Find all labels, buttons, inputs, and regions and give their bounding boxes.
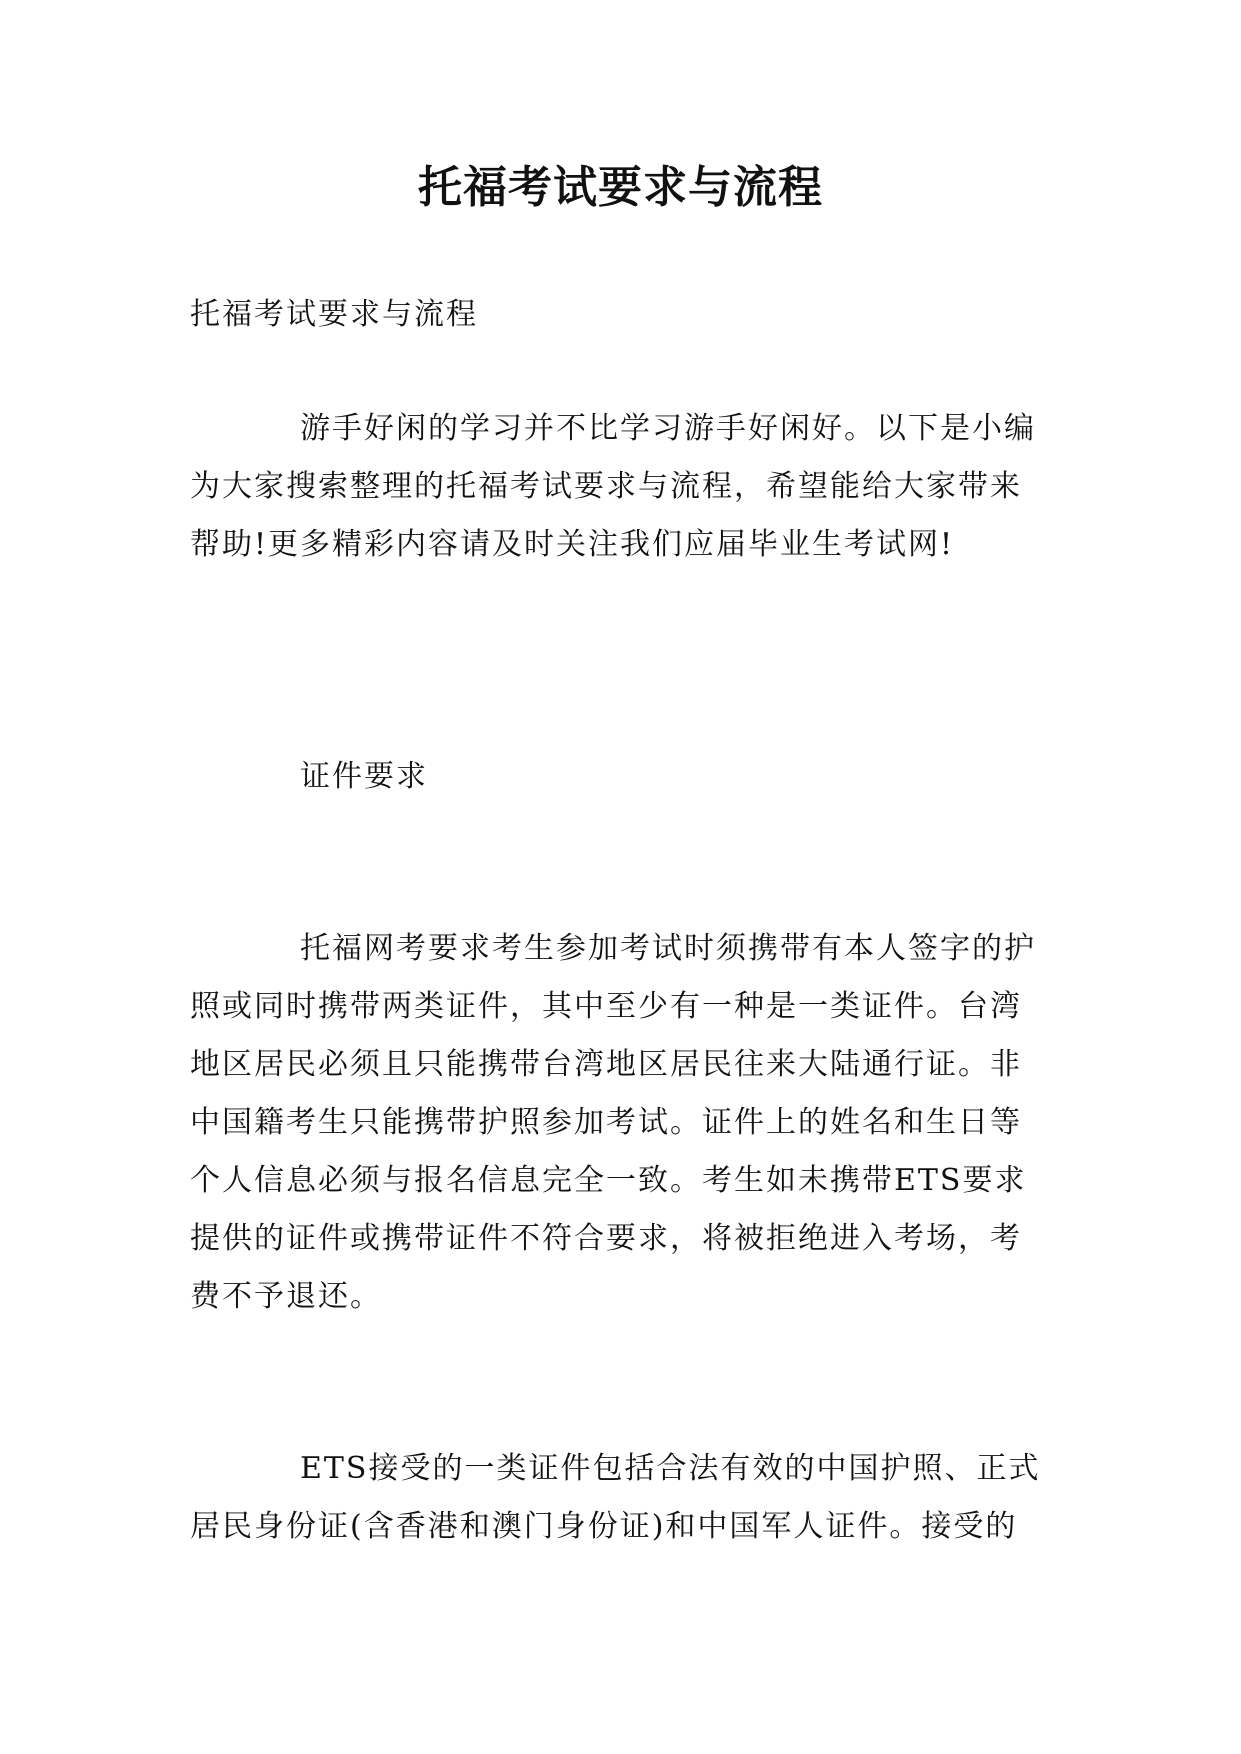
intro-paragraph: 游手好闲的学习并不比学习游手好闲好。以下是小编为大家搜索整理的托福考试要求与流程，希望能给大家带来帮助!更多精彩内容请及时关注我们应届毕业生考试网!	[190, 411, 1036, 562]
accepted-documents-paragraph: ETS接受的一类证件包括合法有效的中国护照、正式居民身份证(含香港和澳门身份证)和中国军人证件。接受的	[190, 1451, 1041, 1544]
section-heading-documents: 证件要求	[300, 759, 428, 794]
requirement-paragraph: 托福网考要求考生参加考试时须携带有本人签字的护照或同时携带两类证件，其中至少有一种是一类证件。台湾地区居民必须且只能携带台湾地区居民往来大陆通行证。非中国籍考生只能携带护照参加考试。证件上的姓名和生日等个人信息必须与报名信息完全一致。考生如未携带ETS要求提供的证件或携带证件不符合要求，将被拒绝进入考场，考费不予退还。	[190, 931, 1036, 1314]
document-subtitle: 托福考试要求与流程	[190, 297, 478, 332]
document-title: 托福考试要求与流程	[418, 162, 823, 213]
